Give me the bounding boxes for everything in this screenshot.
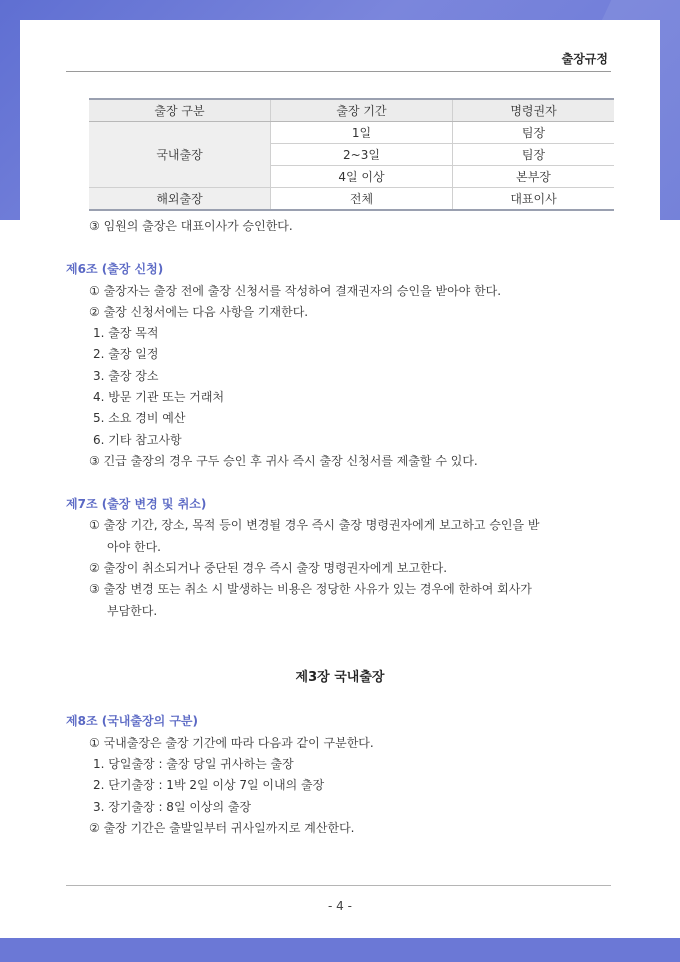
article7-clause3: ③ 출장 변경 또는 취소 시 발생하는 비용은 정당한 사유가 있는 경우에 한하여 회사가 (89, 582, 532, 596)
header-title: 출장규정 (561, 52, 608, 66)
table-cell-period: 4일 이상 (271, 166, 453, 188)
article7-clause1-cont: 아야 한다. (107, 540, 161, 554)
table-cell-period: 1일 (271, 122, 453, 144)
table-header-cell: 출장 구분 (89, 99, 271, 122)
table-cell-authority: 팀장 (453, 122, 615, 144)
article7-clause1: ① 출장 기간, 장소, 목적 등이 변경될 경우 즉시 출장 명령권자에게 보고하고 승인을 받 (89, 518, 540, 532)
article6-clause2: ② 출장 신청서에는 다음 사항을 기재한다. (89, 305, 309, 319)
article8-clause2: ② 출장 기간은 출발일부터 귀사일까지로 계산한다. (89, 821, 355, 835)
table-cell-period: 전체 (271, 188, 453, 211)
table-cell-authority: 본부장 (453, 166, 615, 188)
footer-divider (66, 885, 611, 886)
article5-clause3: ③ 임원의 출장은 대표이사가 승인한다. (89, 219, 293, 233)
list-item: 3. 장기출장 : 8일 이상의 출장 (93, 800, 252, 814)
list-item: 3. 출장 장소 (93, 369, 159, 383)
list-item: 4. 방문 기관 또는 거래처 (93, 390, 225, 404)
table-header-cell: 명령권자 (453, 99, 615, 122)
list-item: 2. 출장 일정 (93, 347, 159, 361)
table-cell-authority: 팀장 (453, 144, 615, 166)
article6-title: 제6조 (출장 신청) (66, 262, 164, 276)
article6-clause1: ① 출장자는 출장 전에 출장 신청서를 작성하여 결재권자의 승인을 받아야 한다. (89, 284, 502, 298)
list-item: 1. 출장 목적 (93, 326, 159, 340)
article7-title: 제7조 (출장 변경 및 취소) (66, 497, 207, 511)
list-item: 1. 당일출장 : 출장 당일 귀사하는 출장 (93, 757, 294, 771)
table-header-row (89, 99, 614, 122)
article8-clause1: ① 국내출장은 출장 기간에 따라 다음과 같이 구분한다. (89, 736, 374, 750)
list-item: 5. 소요 경비 예산 (93, 411, 186, 425)
table-cell-authority: 대표이사 (453, 188, 615, 211)
list-item: 6. 기타 참고사항 (93, 433, 182, 447)
list-item: 2. 단기출장 : 1박 2일 이상 7일 이내의 출장 (93, 778, 325, 792)
table-cell-category: 해외출장 (89, 188, 271, 211)
header-divider (66, 71, 611, 72)
chapter-title: 제3장 국내출장 (295, 670, 385, 685)
table-cell-period: 2~3일 (271, 144, 453, 166)
approval-table (89, 98, 614, 211)
table-cell-category: 국내출장 (89, 122, 271, 188)
article8-title: 제8조 (국내출장의 구분) (66, 714, 199, 728)
table-row (89, 188, 614, 211)
article6-clause3: ③ 긴급 출장의 경우 구두 승인 후 귀사 즉시 출장 신청서를 제출할 수 있다. (89, 454, 478, 468)
background-bottom-band (0, 938, 680, 962)
article7-clause2: ② 출장이 취소되거나 중단된 경우 즉시 출장 명령권자에게 보고한다. (89, 561, 448, 575)
page-number: - 4 - (328, 899, 352, 913)
article7-clause3-cont: 부담한다. (107, 604, 158, 618)
table-row (89, 122, 614, 144)
table-header-cell: 출장 기간 (271, 99, 453, 122)
